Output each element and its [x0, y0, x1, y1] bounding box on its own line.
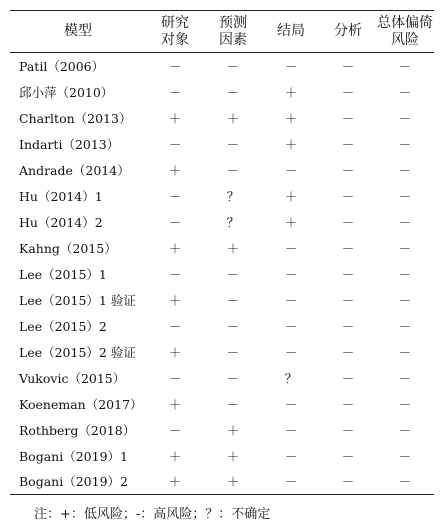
model-cell: Hu（2014）2 — [19, 214, 103, 230]
table-row — [10, 209, 434, 235]
outcome-cell: － — [284, 422, 298, 438]
overall-risk-cell: － — [398, 318, 412, 334]
table-row — [10, 53, 434, 79]
outcome-cell: － — [284, 240, 298, 256]
header-overall-bias-risk: 总体偏倚 风险 — [376, 11, 434, 53]
study-subjects-cell: － — [168, 370, 182, 386]
table-row — [10, 131, 434, 157]
analysis-cell: － — [341, 396, 355, 412]
study-subjects-cell: － — [168, 188, 182, 204]
table-row — [10, 443, 434, 469]
table-row — [10, 235, 434, 261]
predictors-cell: ？ — [226, 214, 240, 230]
predictors-cell: ＋ — [226, 110, 240, 126]
predictors-cell: － — [226, 370, 240, 386]
outcome-cell: － — [284, 58, 298, 74]
predictors-cell: － — [226, 344, 240, 360]
outcome-cell: － — [284, 396, 298, 412]
analysis-cell: － — [341, 136, 355, 152]
model-cell: Rothberg（2018） — [19, 422, 136, 438]
model-cell: Hu（2014）1 — [19, 188, 103, 204]
predictors-cell: ＋ — [204, 469, 262, 495]
outcome-cell: ＋ — [284, 136, 298, 152]
predictors-cell: － — [226, 84, 240, 100]
model-cell: Bogani（2019）2 — [10, 469, 146, 495]
header-model: 模型 — [10, 11, 146, 53]
study-subjects-cell: － — [168, 136, 182, 152]
predictors-cell: ＋ — [226, 448, 240, 464]
predictors-cell: － — [226, 266, 240, 282]
study-subjects-cell: ＋ — [168, 396, 182, 412]
study-subjects-cell: － — [168, 422, 182, 438]
outcome-cell: － — [284, 448, 298, 464]
predictors-cell: － — [226, 136, 240, 152]
outcome-cell: ＋ — [284, 188, 298, 204]
analysis-cell: － — [341, 162, 355, 178]
overall-risk-cell: － — [398, 396, 412, 412]
overall-risk-cell: － — [376, 469, 434, 495]
analysis-cell: － — [341, 58, 355, 74]
overall-risk-cell: － — [398, 188, 412, 204]
analysis-cell: － — [341, 422, 355, 438]
table-footnote: 注：+：低风险；-：高风险；？：不确定 — [34, 507, 271, 522]
overall-risk-cell: － — [398, 422, 412, 438]
overall-risk-cell: － — [398, 240, 412, 256]
bias-risk-table — [10, 10, 434, 495]
study-subjects-cell: － — [168, 318, 182, 334]
study-subjects-cell: ＋ — [168, 162, 182, 178]
table-row — [10, 469, 434, 495]
analysis-cell: － — [341, 344, 355, 360]
study-subjects-cell: ＋ — [168, 448, 182, 464]
study-subjects-cell: ＋ — [168, 240, 182, 256]
overall-risk-cell: － — [398, 292, 412, 308]
predictors-cell: － — [226, 318, 240, 334]
header-analysis: 分析 — [320, 11, 376, 53]
overall-risk-cell: － — [398, 110, 412, 126]
model-cell: Lee（2015）2 — [19, 318, 107, 334]
table-body — [10, 53, 434, 495]
model-cell: Patil（2006） — [19, 58, 105, 74]
predictors-cell: ＋ — [226, 422, 240, 438]
study-subjects-cell: － — [168, 266, 182, 282]
header-outcome: 结局 — [262, 11, 320, 53]
analysis-cell: － — [341, 370, 355, 386]
predictors-cell: － — [226, 292, 240, 308]
table-row — [10, 79, 434, 105]
table-row — [10, 183, 434, 209]
outcome-cell: ？ — [284, 370, 298, 386]
header-predictors: 预测 因素 — [204, 11, 262, 53]
model-cell: Lee（2015）1 验证 — [19, 292, 136, 308]
overall-risk-cell: － — [398, 162, 412, 178]
overall-risk-cell: － — [398, 266, 412, 282]
overall-risk-cell: － — [398, 448, 412, 464]
study-subjects-cell: － — [168, 214, 182, 230]
table-row — [10, 287, 434, 313]
study-subjects-cell: ＋ — [168, 110, 182, 126]
analysis-cell: － — [341, 110, 355, 126]
study-subjects-cell: － — [168, 84, 182, 100]
overall-risk-cell: － — [398, 344, 412, 360]
table-row — [10, 157, 434, 183]
predictors-cell: － — [226, 396, 240, 412]
table-row — [10, 417, 434, 443]
study-subjects-cell: － — [168, 58, 182, 74]
table-row — [10, 105, 434, 131]
analysis-cell: － — [341, 266, 355, 282]
table-row — [10, 339, 434, 365]
model-cell: Koeneman（2017） — [19, 396, 143, 412]
outcome-cell: － — [262, 469, 320, 495]
model-cell: 邱小萍（2010） — [19, 84, 114, 100]
analysis-cell: － — [341, 84, 355, 100]
overall-risk-cell: － — [398, 214, 412, 230]
predictors-cell: ＋ — [226, 240, 240, 256]
table-row — [10, 313, 434, 339]
analysis-cell: － — [341, 214, 355, 230]
model-cell: Andrade（2014） — [19, 162, 130, 178]
model-cell: Lee（2015）2 验证 — [19, 344, 136, 360]
outcome-cell: － — [284, 292, 298, 308]
analysis-cell: － — [320, 469, 376, 495]
model-cell: Lee（2015）1 — [19, 266, 107, 282]
study-subjects-cell: ＋ — [146, 469, 204, 495]
outcome-cell: ＋ — [284, 214, 298, 230]
outcome-cell: － — [284, 162, 298, 178]
analysis-cell: － — [341, 188, 355, 204]
study-subjects-cell: ＋ — [168, 292, 182, 308]
predictors-cell: ？ — [226, 188, 240, 204]
model-cell: Kahng（2015） — [19, 240, 117, 256]
table-row — [10, 365, 434, 391]
model-cell: Indarti（2013） — [19, 136, 120, 152]
outcome-cell: ＋ — [284, 110, 298, 126]
outcome-cell: － — [284, 318, 298, 334]
header-row — [10, 11, 434, 53]
overall-risk-cell: － — [398, 58, 412, 74]
outcome-cell: － — [284, 344, 298, 360]
model-cell: Charlton（2013） — [19, 110, 132, 126]
study-subjects-cell: ＋ — [168, 344, 182, 360]
model-cell: Vukovic（2015） — [19, 370, 126, 386]
predictors-cell: － — [226, 58, 240, 74]
model-cell: Bogani（2019）1 — [19, 448, 128, 464]
analysis-cell: － — [341, 292, 355, 308]
header-study-subjects: 研究 对象 — [146, 11, 204, 53]
predictors-cell: － — [226, 162, 240, 178]
outcome-cell: － — [284, 266, 298, 282]
table-row — [10, 391, 434, 417]
table-row — [10, 261, 434, 287]
overall-risk-cell: － — [398, 84, 412, 100]
analysis-cell: － — [341, 240, 355, 256]
analysis-cell: － — [341, 318, 355, 334]
overall-risk-cell: － — [398, 370, 412, 386]
outcome-cell: ＋ — [284, 84, 298, 100]
analysis-cell: － — [341, 448, 355, 464]
overall-risk-cell: － — [398, 136, 412, 152]
